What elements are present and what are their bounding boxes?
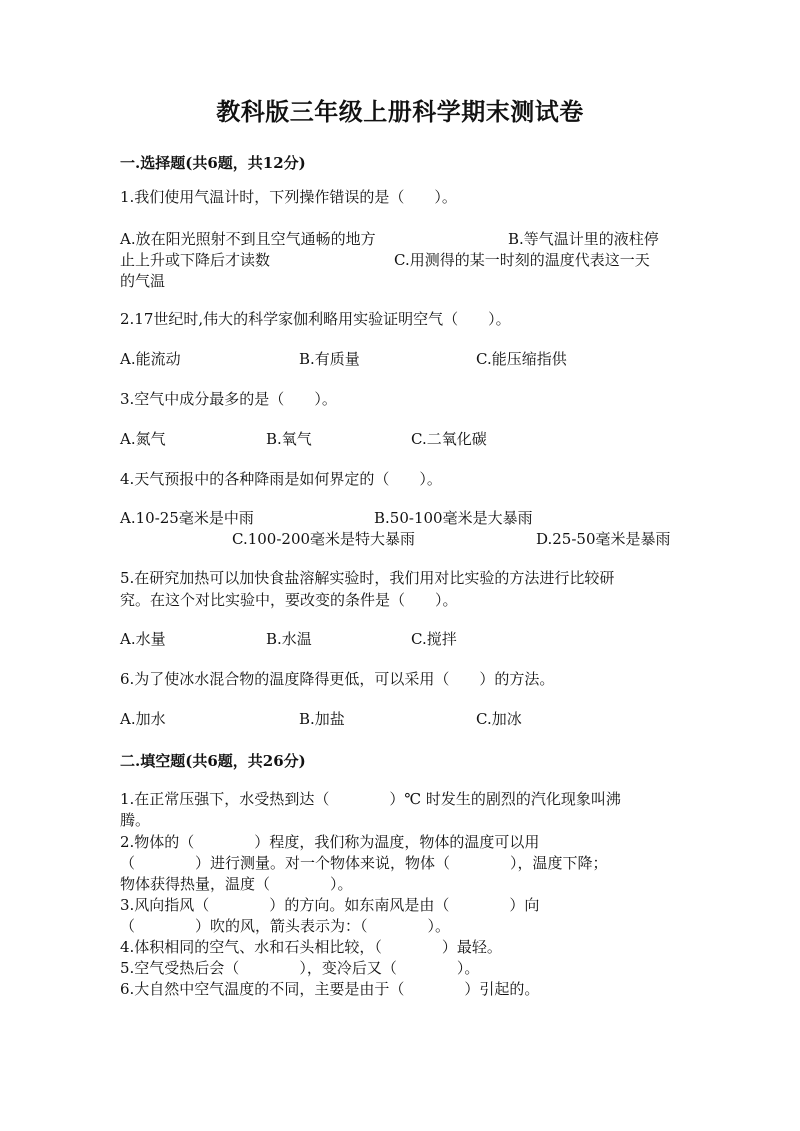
question-5-stem-line2: 究。在这个对比实验中，要改变的条件是（ ）。 [120, 591, 458, 609]
question-4-option-b: B.50-100毫米是大暴雨 [374, 509, 533, 527]
question-1-option-a: A.放在阳光照射不到且空气通畅的地方 [120, 230, 376, 248]
question-1-option-b: B.等气温计里的液柱停 [508, 230, 659, 248]
question-4-option-d: D.25-50毫米是暴雨 [536, 530, 671, 548]
question-2-option-c: C.能压缩指供 [476, 350, 567, 368]
question-4-stem: 4.天气预报中的各种降雨是如何界定的（ ）。 [120, 470, 442, 488]
fill-line: 物体获得热量，温度（ ）。 [120, 875, 353, 893]
fill-line: 腾。 [120, 811, 151, 829]
fill-line: 2.物体的（ ）程度，我们称为温度，物体的温度可以用 [120, 833, 540, 851]
question-5-option-c: C.搅拌 [411, 630, 457, 648]
question-4-option-a: A.10-25毫米是中雨 [120, 509, 254, 527]
question-2-stem: 2.17世纪时,伟大的科学家伽利略用实验证明空气（ ）。 [120, 310, 511, 328]
question-3-option-c: C.二氧化碳 [411, 430, 487, 448]
fill-line: 5.空气受热后会（ ），变冷后又（ ）。 [120, 959, 480, 977]
question-5-stem-line1: 5.在研究加热可以加快食盐溶解实验时，我们用对比实验的方法进行比较研 [120, 569, 615, 587]
fill-line: 1.在正常压强下，水受热到达（ ）℃ 时发生的剧烈的汽化现象叫沸 [120, 790, 621, 808]
question-2-option-b: B.有质量 [299, 350, 360, 368]
question-1-option-c: C.用测得的某一时刻的温度代表这一天 [394, 251, 650, 269]
page-title: 教科版三年级上册科学期末测试卷 [216, 97, 584, 126]
question-2-option-a: A.能流动 [120, 350, 181, 368]
question-3-stem: 3.空气中成分最多的是（ ）。 [120, 390, 337, 408]
question-5-option-a: A.水量 [120, 630, 166, 648]
question-3-option-a: A.氮气 [120, 430, 166, 448]
fill-line: （ ）吹的风，箭头表示为：（ ）。 [120, 917, 451, 935]
fill-line: （ ）进行测量。对一个物体来说，物体（ ），温度下降； [120, 854, 608, 872]
question-1-option-b-cont: 止上升或下降后才读数 [120, 251, 271, 269]
question-1-stem: 1.我们使用气温计时，下列操作错误的是（ ）。 [120, 188, 457, 206]
question-1-option-c-cont: 的气温 [120, 272, 166, 290]
fill-line: 3.风向指风（ ）的方向。如东南风是由（ ）向 [120, 896, 540, 914]
question-5-option-b: B.水温 [266, 630, 312, 648]
question-4-option-c: C.100-200毫米是特大暴雨 [232, 530, 416, 548]
section-heading-choice: 一.选择题(共6题，共12分) [120, 154, 306, 172]
question-3-option-b: B.氧气 [266, 430, 312, 448]
question-6-option-a: A.加水 [120, 710, 166, 728]
question-6-option-c: C.加冰 [476, 710, 522, 728]
fill-line: 6.大自然中空气温度的不同，主要是由于（ ）引起的。 [120, 980, 540, 998]
question-6-option-b: B.加盐 [299, 710, 345, 728]
question-6-stem: 6.为了使冰水混合物的温度降得更低，可以采用（ ）的方法。 [120, 670, 555, 688]
fill-line: 4.体积相同的空气、水和石头相比较，（ ）最轻。 [120, 938, 502, 956]
section-heading-fill: 二.填空题(共6题，共26分) [120, 752, 306, 770]
